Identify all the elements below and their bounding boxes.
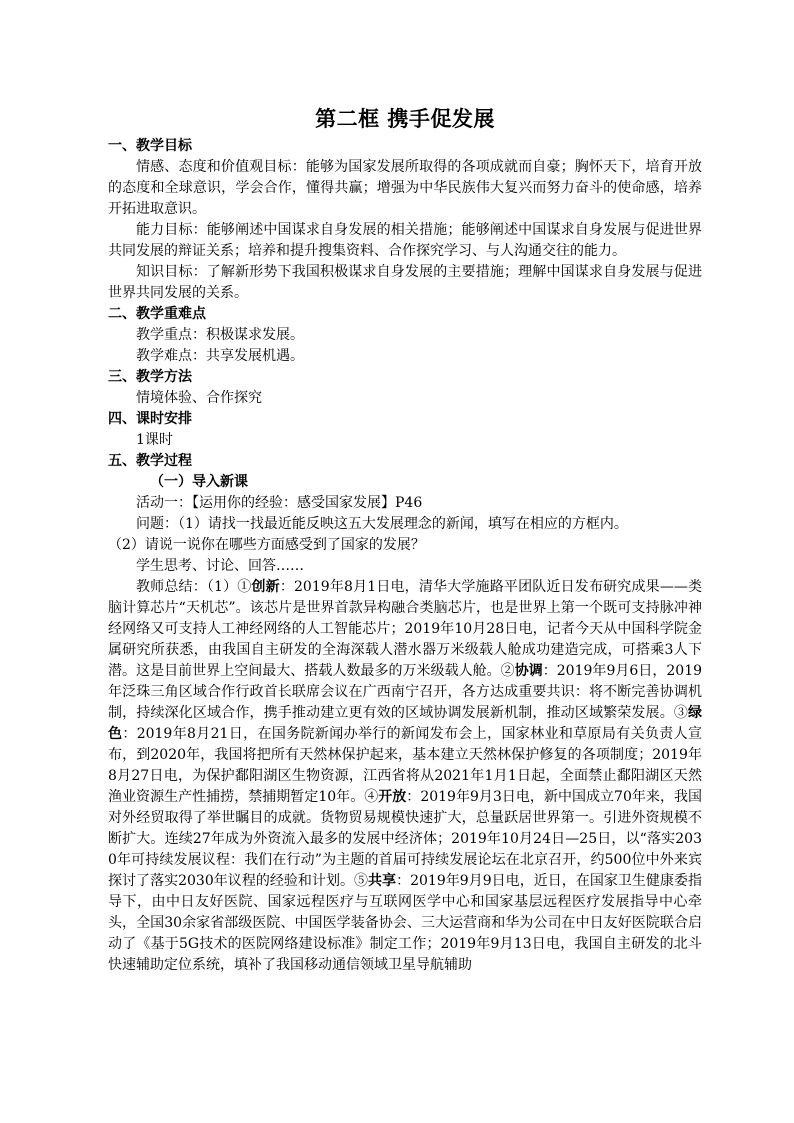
paragraph-key-point: 教学重点：积极谋求发展。 (136, 327, 304, 343)
keyword-sharing: 共享 (368, 873, 397, 889)
section-heading-schedule: 四、课时安排 (108, 411, 192, 427)
document-page (108, 104, 702, 976)
keyword-green: 绿色 (108, 705, 702, 742)
paragraph-difficult-point: 教学难点：共享发展机遇。 (136, 348, 304, 364)
summary-lead: 教师总结：（1）① (136, 579, 252, 595)
keyword-coordination: 协调 (514, 663, 543, 679)
paragraph-emotion-goal: 情感、态度和价值观目标：能够为国家发展所取得的各项成就而自豪；胸怀天下，培育开放的态度和全球意识，学会合作，懂得共赢；增强为中华民族伟大复兴而努力奋斗的使命感，培养开拓进取意识。 (108, 159, 702, 217)
subsection-heading-intro: （一）导入新课 (150, 474, 248, 490)
section-heading-methods: 三、教学方法 (108, 369, 192, 385)
page-title: 第二框 携手促发展 (315, 107, 495, 131)
section-heading-objectives: 一、教学目标 (108, 138, 192, 154)
paragraph-methods: 情境体验、合作探究 (136, 390, 262, 406)
paragraph-ability-goal: 能力目标：能够阐述中国谋求自身发展的相关措施；能够阐述中国谋求自身发展与促进世界共同发展的辩证关系；培养和提升搜集资料、合作探究学习、与人沟通交往的能力。 (108, 222, 702, 259)
paragraph-question-1: 问题：（1）请找一找最近能反映这五大发展理念的新闻，填写在相应的方框内。 (136, 516, 628, 532)
paragraph-schedule: 1课时 (136, 432, 173, 448)
paragraph-question-2: （2）请说一说你在哪些方面感受到了国家的发展？ (108, 537, 425, 553)
section-heading-process: 五、教学过程 (108, 453, 192, 469)
paragraph-student-response: 学生思考、讨论、回答…… (136, 558, 304, 574)
summary-openness-text: ：2019年9月3日电，新中国成立70年来，我国对外经贸取得了举世瞩目的成就。货物贸易规模快速扩大，总量跃居世界第一。引进外资规模不断扩大。连续27年成为外资流入最多的发展中经济体；2019年10月24日—25日，以“落实2030年可持续发展议程：我们在行动”为主题的首届可持续发展论坛在北京召开，约500位中外来宾探讨了落实2030年议程的经验和计划。⑤ (108, 789, 702, 889)
summary-innovation-text: ：2019年8月1日电，清华大学施路平团队近日发布研究成果——类脑计算芯片“天机芯”。该芯片是世界首款异构融合类脑芯片，也是世界上第一个既可支持脉冲神经网络又可支持人工神经网络的人工智能芯片；2019年10月28日电，记者今天从中国科学院金属研究所获悉，由我国自主研发的全海深载人潜水器万米级载人舱成功建造完成，可搭乘3人下潜。这是目前世界上空间最大、搭载人数最多的万米级载人舱。② (108, 579, 702, 679)
paragraph-teacher-summary (108, 577, 702, 976)
paragraph-knowledge-goal: 知识目标：了解新形势下我国积极谋求自身发展的主要措施；理解中国谋求自身发展与促进世界共同发展的关系。 (108, 264, 702, 301)
keyword-openness: 开放 (378, 789, 407, 805)
summary-green-text: ：2019年8月21日，在国务院新闻办举行的新闻发布会上，国家林业和草原局有关负责人宣布，到2020年，我国将把所有天然林保护起来，基本建立天然林保护修复的各项制度；2019年8月27日电，为保护鄱阳湖区生物资源，江西省将从2021年1月1日起，全面禁止鄱阳湖区天然渔业资源生产性捕捞，禁捕期暂定10年。④ (108, 726, 702, 805)
keyword-innovation: 创新 (251, 579, 280, 595)
summary-coordination-text: ：2019年9月6日，2019年泛珠三角区域合作行政首长联席会议在广西南宁召开，各方达成重要共识：将不断完善协调机制，持续深化区域合作，携手推动建立更有效的区域协调发展新机制，推动区域繁荣发展。③ (108, 663, 703, 721)
summary-sharing-text: ：2019年9月9日电，近日，在国家卫生健康委指导下，由中日友好医院、国家远程医疗与互联网医学中心和国家基层远程医疗发展指导中心牵头，全国30余家省部级医院、中国医学装备协会、三大运营商和华为公司在中日友好医院联合启动了《基于5G技术的医院网络建设标准》制定工作；2019年9月13日电，我国自主研发的北斗快速辅助定位系统，填补了我国移动通信领域卫星导航辅助 (108, 873, 702, 973)
section-heading-key-points: 二、教学重难点 (108, 306, 206, 322)
paragraph-activity: 活动一：【运用你的经验：感受国家发展】P46 (136, 495, 423, 511)
